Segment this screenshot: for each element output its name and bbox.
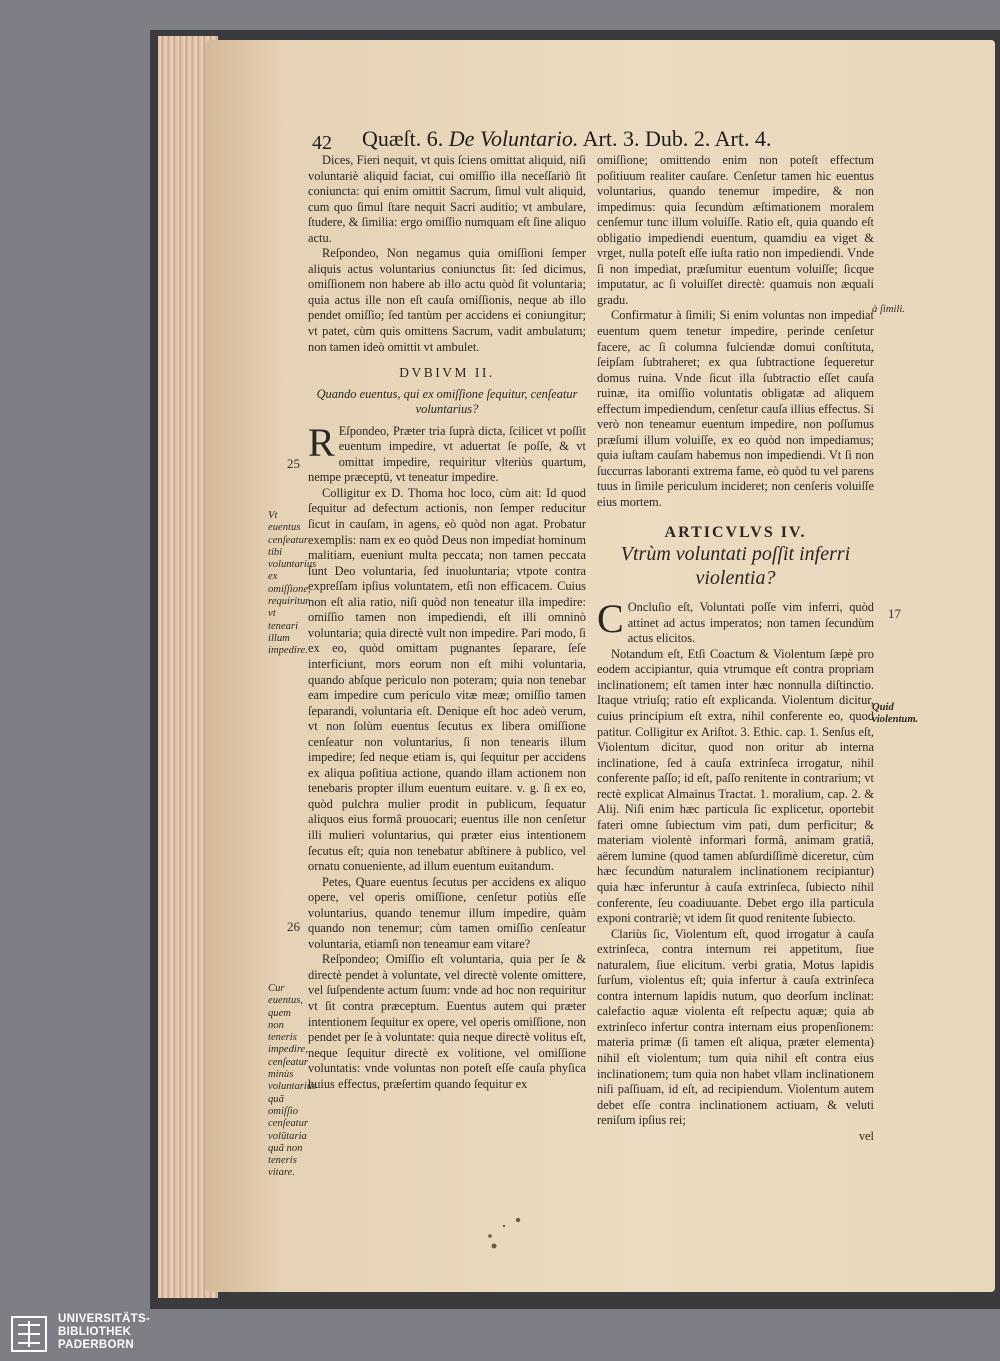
running-title-subject: De Voluntario. [448, 126, 579, 151]
article-heading: ARTICVLVS IV. [664, 523, 807, 541]
margin-note-quid-violentum: Quid violentum. [872, 702, 919, 726]
right-paragraph-3-text: Oncluſio eſt, Voluntati poſſe vim inferri, quòd attinet ad actus imperatos; non tamen ſecundùm actus elicitos. [627, 600, 874, 646]
right-paragraph-1: omiſſione; omittendo enim non poteſt effectum poſitiuum realiter cauſare. Cenſetur tamen hic euentus voluntarius, quando tenemur impedire, & non impedimus: quia ſecundùm æſtimationem moralem cenſemur tunc illum voluiſſe. Ratio eſt, quia quando eſt obligatio impediendi euentum, quamdiu ea viget & vrget, nulla poteſt eſſe iuſta ratio non impediendi. Vnde ſi non impediat, præſumitur euentum voluiſſe; ſicque imputatur, ac ſi voluiſſet directè: quamuis non æquali gradu. [597, 153, 874, 307]
left-paragraph-1: Dices, Fieri nequit, vt quis ſciens omittat aliquid, niſi voluntariè aliquid faciat, cui omiſſio illa neceſſariò ſit coniuncta: qui enim omittit Sacrum, ſimul vult aliquid, cum quo ſimul ſtare nequit Sacri auditio; vt ambulare, ſtudere, & ſimilia: ergo omiſſio numquam eſt ſine aliquo actu. [308, 153, 586, 245]
left-paragraph-6: Reſpondeo; Omiſſio eſt voluntaria, quia per ſe & directè pendet à voluntate, vel directè volente omittere, vel ſuſpendente actum ſuum: vnde ad hoc non requiritur vt ſit contra præceptum. Euentus autem qui præter intentionem ſequitur ex opere, vel operis omiſſione, non pendet per ſe à voluntate: quia neque directè volitus eſt, neque ſequitur directè ex volitione, vel omiſſione voluntatis: vnde voluntas non poteſt eſſe cauſa phyſica huius effectus, præſertim quando ſequitur ex [308, 952, 586, 1091]
margin-note-a-simili: à ſimili. [872, 304, 905, 315]
library-name-line-3: PADERBORN [58, 1339, 134, 1351]
dubium-question: Quando euentus, qui ex omiſſione ſequitur, cenſeatur voluntarius? [316, 386, 578, 417]
dubium-heading: DVBIVM II. [399, 365, 495, 381]
right-text-column [597, 153, 874, 1144]
right-paragraph-5: Clariùs ſic, Violentum eſt, quod irrogatur à cauſa extrinſeca, contra internum rei appetitum, ſiue naturalem, ſiue elicitum. verbi gratia, Motus lapidis ſurſum, violentus eſt; quia infertur à cauſa extrinſeca contra internum lapidis nutum, quo deorſum inclinat: calefactio aquæ violenta eſt reſpectu aquæ; quia ab extrinſeco infertur contra internam eius propenſionem: materia primæ (ſi tamen eſt aliqua, præter elementa) nihil eſt violentum; tum quia nihil eſt contra eius inclinationem; tum quia non habet vllam inclinationem niſi paſſiuam, id eſt, ad recipiendum. Violentum autem debet eſſe contra inclinationem actiuam, & veluti reniſum ipſius rei; [597, 926, 874, 1128]
left-text-column [308, 153, 586, 1092]
margin-number-26: 26 [287, 919, 300, 934]
running-title-article: Art. 3. Dub. 2. Art. 4. [582, 126, 772, 151]
catchword: vel [858, 1128, 874, 1143]
running-title [362, 126, 771, 152]
right-paragraph-4: Notandum eſt, Etſi Coactum & Violentum ſæpè pro eodem accipiantur, quia vtrumque eſt contra propriam inclinationem; eſt tamen inter hæc nonnulla diſtinctio. Itaque vtriuſq; ratio eſt explicanda. Violentum dicitur, cuius principium eſt extra, nihil conferente eo, quod patitur. Colligitur ex Ariſtot. 3. Ethic. cap. 1. Senſus eſt, Violentum dicitur, quod non oritur ab interna inclinatione, ſed à cauſa extrinſeca irrogatur, nihil conferente paſſo; id eſt, paſſo renitente in contrarium; vt rectè explicat Almainus Tractat. 1. moralium, cap. 2. & Alij. Niſi enim hæc particula ſic explicetur, oportebit fateri omne ſubiectum vim pati, dum perficitur; & materiam violentè informari formâ, animam gratiâ, aërem lumine (quod tamen abſurdiſſimè diceretur, cùm hæc ſecundùm naturalem inclinationem recipiantur) quia hæc inferuntur à cauſa extrinſeca, ſubiecto nihil conferente, ſeu coadiuuante. Debet ergo illa particula exponi contrariè; vt idem ſit quod renitente ſubiecto. [597, 646, 874, 926]
left-paragraph-4: Colligitur ex D. Thoma hoc loco, cùm ait: Id quod ſequitur ad defectum actionis, non ſemper reducitur ſicut in cauſam, in agens, eò quòd non agat. Probatur exemplis: nam ex eo quòd Deus non impediat hominum malitiam, eueniunt multa peccata; non tamen peccata ſunt Deo voluntaria, ſed inuoluntaria; vtpote contra expreſſam ipſius voluntatem, etſi non efficacem. Cuius non eſt alia ratio, niſi quòd non teneatur illa impedire: omiſſio tamen non impediendi, eſt illi omninò voluntaria; quia directè vult non impedire. Pari modo, ſi ex eo, quòd omittam pugnantes ſeparare, ſeſe interficiunt, mors eorum non eſt mihi voluntaria, quando abſque periculo non poteram; quia non tenebar eam impedire cum periculo vitæ meæ; omiſſio tamen ſeparandi, voluntaria eſt. Denique eſt hoc adeò verum, vt non ſolùm euentus ſecutus ex libera omiſſione cenſeatur non voluntarius, ſi non tenearis illum impedire; ſed neque etiam is, qui ſequitur per accidens ex aliqua poſitiua actione, quando illam actionem non tenebaris propter illum euentum euitare. v. g. ſi ex eo, quòd pulchra mulier prodit in publicum, ſequatur aliquos eius formâ prouocari; euentus ille non cenſetur illi mulieri voluntarius, qui præter eius intentionem ſecutus eſt; quia non tenebatur abſtinere à publico, vel ornatu conueniente, ad illum euentum euitandum. [308, 485, 586, 874]
library-name [58, 1313, 150, 1352]
library-name-line-2: BIBLIOTHEK [58, 1326, 132, 1338]
left-paragraph-3-text: Eſpondeo, Præter tria ſuprà dicta, ſcilicet vt poſſit euentum impedire, vt aduertat ſe poſſe, & vt omittat impedire, requiritur vlteriùs quartum, nempe præceptū, vt teneatur impedire. [308, 423, 586, 485]
left-paragraph-5: Petes, Quare euentus ſecutus per accidens ex aliquo opere, vel operis omiſſione, cenſetur potiùs eſſe voluntarius, quando tenemur illum impedire, quàm quando non tenemur; cùm tamen omiſſio cenſeatur voluntaria, etiamſi non teneamur eam vitare? [308, 874, 586, 951]
library-name-line-1: UNIVERSITÄTS- [58, 1313, 151, 1325]
running-title-question: Quæſt. 6. [362, 126, 444, 151]
margin-note-cur-euentus: Cur euentus, quem non teneris impedire, cenſeatur minùs voluntarius quã omiſſio cenſeatur volũtaria quã non teneris vitare. [268, 983, 317, 1179]
page-number: 42 [312, 132, 332, 154]
drop-cap-r: R [308, 419, 335, 465]
left-paragraph-2: Reſpondeo, Non negamus quia omiſſioni ſemper aliquis actus voluntarius coniunctus ſit: ſed dicimus, omiſſionem non habere ab illo actu quòd ſit voluntaria; quia actus ille non eſt cauſa omiſſionis, neque ab illo pendet omiſſio; ſed tantùm per accidens ei coniungitur; vt patet, cùm quis omittens Sacrum, vadit ambulatum; non tamen ideò omittit vt ambulet. [308, 246, 586, 354]
left-paragraph-3 [308, 419, 586, 486]
library-logo-icon [10, 1315, 48, 1353]
right-paragraph-2: Confirmatur à ſimili; Si enim voluntas non impediat euentum quem tenetur impedire, perinde cenſetur facere, ac ſi columna fulciendæ domui conſtituta, ſeipſam ſubtraheret; ex qua ſubtractione ſequeretur domus ruina. Vnde ſicut illa ſubtractio eſſet cauſa ruinæ, ita omiſſio voluntatis obligatæ ad aliquem effectum impediendum, cenſetur cauſa illius effectus. Si verò non teneamur euentum impedire, non poſſumus præſumi illum voluiſſe, ex eo quòd non impediamus; quia iuſtam cauſam habemus non impediendi. Vt ſi non ſuccurras laboranti extrema fame, eò quòd tu vel parens tuus in ſimile periculum incideret; non cenſeris voluiſſe eius mortem. [597, 308, 874, 510]
drop-cap-c: C [597, 596, 624, 642]
paper-specks [470, 1210, 530, 1260]
right-paragraph-3 [597, 596, 874, 647]
margin-number-25: 25 [287, 456, 300, 471]
margin-note-euentus: Vt euentus cenſeatur tibi voluntarius ex omiſſione, requiritur vt teneari illum impedire. [268, 510, 317, 657]
article-question: Vtrùm voluntati poſſit inferri violentia? [620, 543, 851, 590]
margin-number-17: 17 [888, 606, 901, 621]
